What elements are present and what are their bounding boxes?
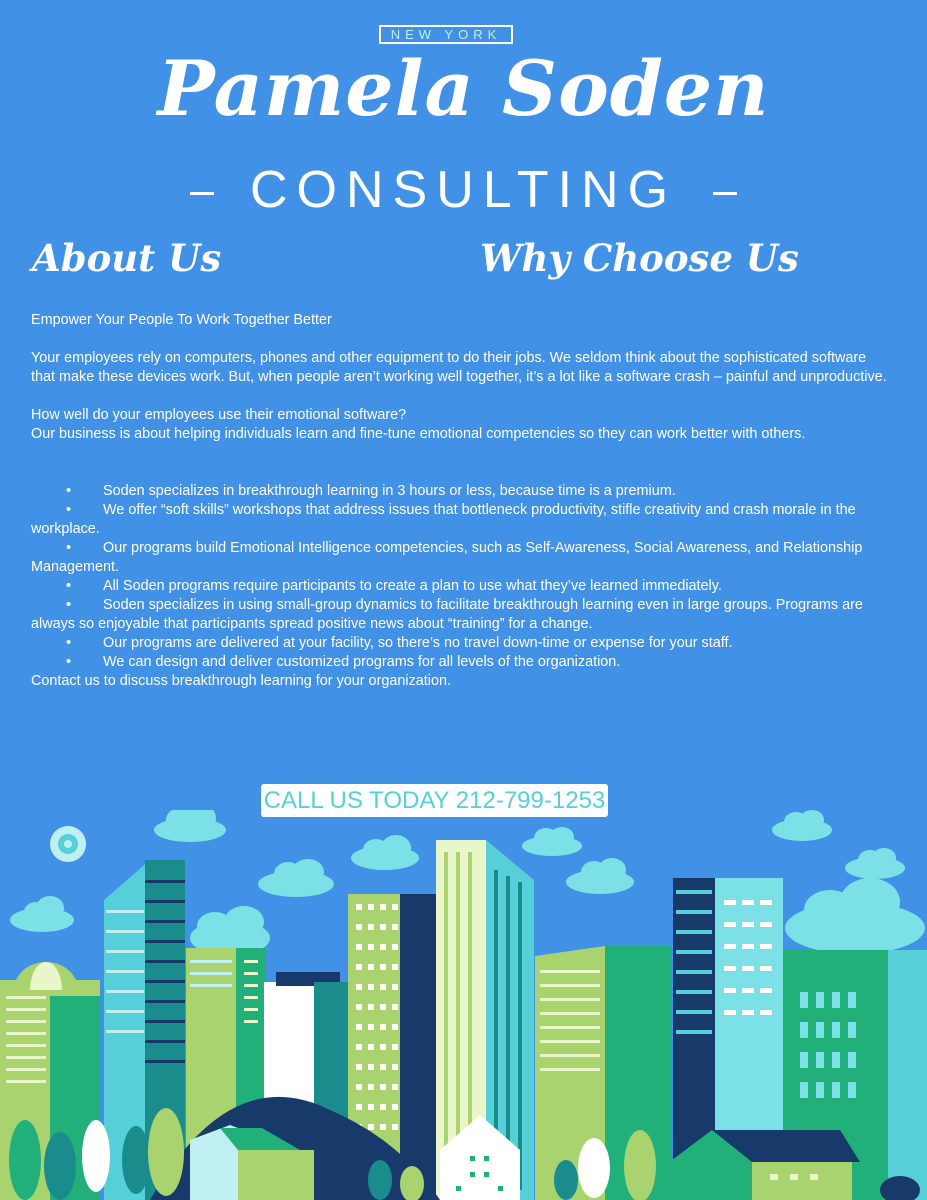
closing-line: Contact us to discuss breakthrough learning for your organization. <box>31 673 451 689</box>
about-heading: About Us <box>32 236 222 280</box>
company-name: Pamela Soden <box>157 44 770 133</box>
list-item: • Our programs build Emotional Intelligence competencies, such as Self-Awareness, Social Awareness, and Relationship Management. <box>31 540 863 575</box>
list-item: • All Soden programs require participants to create a plan to use what they’ve learned immediately. <box>66 578 722 594</box>
company-subtitle: CONSULTING <box>249 161 678 219</box>
body-text <box>31 311 891 691</box>
list-item: • We can design and deliver customized programs for all levels of the organization. <box>66 654 621 670</box>
location-tag: NEW YORK <box>379 25 513 44</box>
list-item: • Our programs are delivered at your facility, so there’s no travel down-time or expense for your staff. <box>66 635 733 651</box>
right-dash <box>713 192 737 195</box>
paragraph-intro: Your employees rely on computers, phones and other equipment to do their jobs. We seldom think about the sophisticated software that make these devices work. But, when people aren’t working well together, it’s a lot like a software crash – painful and unproductive. <box>31 350 887 385</box>
call-us-button[interactable]: CALL US TODAY 212-799-1253 <box>261 784 608 817</box>
why-heading: Why Choose Us <box>480 236 799 280</box>
list-item: • We offer “soft skills” workshops that address issues that bottleneck productivity, stifle creativity and crash morale in the workplace. <box>31 502 856 537</box>
list-item: • Soden specializes in using small-group dynamics to facilitate breakthrough learning even in large groups. Programs are always so enjoyable that participants spread positive news about “training” for a change. <box>31 597 863 632</box>
company-subtitle-row <box>0 160 927 220</box>
list-item: • Soden specializes in breakthrough learning in 3 hours or less, because time is a premium. <box>66 483 676 499</box>
question: How well do your employees use their emotional software? <box>31 407 407 423</box>
paragraph-business: Our business is about helping individuals learn and fine-tune emotional competencies so they can work better with others. <box>31 426 806 442</box>
city-skyline-illustration <box>0 810 927 1200</box>
left-dash <box>190 192 214 195</box>
headline: Empower Your People To Work Together Better <box>31 312 332 328</box>
